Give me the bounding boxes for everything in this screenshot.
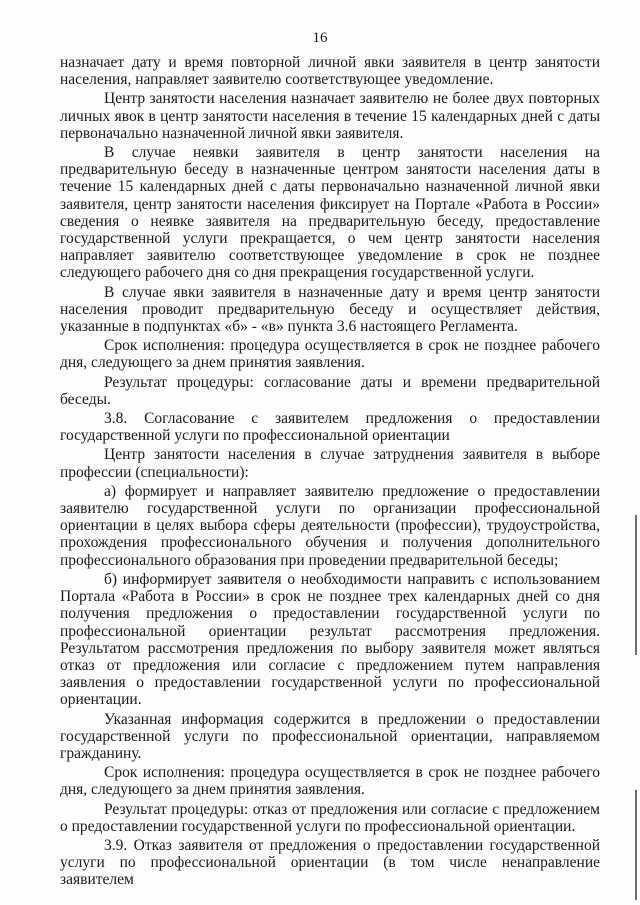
paragraph: назначает дату и время повторной личной явки заявителя в центр занятости населения, направляет заявителю соответствующее уведомление. (60, 54, 600, 89)
paragraph: В случае неявки заявителя в центр занятости населения на предварительную беседу в назначенные центром занятости населения даты в течение 15 календарных дней с даты первоначально назначенной личной явки заявителя, центр занятости населения фиксирует на Портале «Работа в России» сведения о неявке заявителя на предварительную беседу, предоставление государственной услуги прекращается, о чем центр занятости населения направляет заявителю соответствующее уведомление в срок не позднее следующего рабочего дня со дня прекращения государственной услуги. (60, 144, 600, 282)
document-body (60, 54, 600, 889)
paragraph: Срок исполнения: процедура осуществляется в срок не позднее рабочего дня, следующего за днем принятия заявления. (60, 337, 600, 372)
scan-edge-mark (635, 515, 637, 655)
paragraph: Результат процедуры: отказ от предложения или согласие с предложением о предоставлении государственной услуги по профессиональной ориентации. (60, 800, 600, 835)
page-number: 16 (312, 30, 328, 46)
paragraph: Результат процедуры: согласование даты и времени предварительной беседы. (60, 373, 600, 408)
paragraph: В случае явки заявителя в назначенные дату и время центр занятости населения проводит предварительную беседу и осуществляет действия, указанные в подпунктах «б» - «в» пункта 3.6 настоящего Регламента. (60, 283, 600, 336)
section-heading: 3.9. Отказ заявителя от предложения о предоставлении государственной услуги по профессиональной ориентации (в том числе ненаправление заявителем (60, 836, 600, 889)
scan-edge-mark (635, 790, 637, 900)
section-heading: 3.8. Согласование с заявителем предложения о предоставлении государственной услуги по профессиональной ориентации (60, 410, 600, 445)
paragraph: Центр занятости населения назначает заявителю не более двух повторных личных явок в центр занятости населения в течение 15 календарных дней с даты первоначально назначенной личной явки заявителя. (60, 90, 600, 142)
paragraph: Срок исполнения: процедура осуществляется в срок не позднее рабочего дня, следующего за днем принятия заявления. (60, 764, 600, 799)
list-item: б) информирует заявителя о необходимости направить с использованием Портала «Работа в России» в срок не позднее трех календарных дней со дня получения предложения о предоставлении государственной услуги по профессиональной ориентации результат рассмотрения предложения. Результатом рассмотрения предложения по выбору заявителя может являться отказ от предложения или согласие с предложением путем направления заявления о предоставлении государственной услуги по профессиональной ориентации. (60, 570, 600, 709)
paragraph: Центр занятости населения в случае затруднения заявителя в выборе профессии (специальности): (60, 446, 600, 481)
paragraph: Указанная информация содержится в предложении о предоставлении государственной услуги по профессиональной ориентации, направляемом гражданину. (60, 710, 600, 762)
list-item: а) формирует и направляет заявителю предложение о предоставлении заявителю государственной услуги по организации профессиональной ориентации в целях выбора сферы деятельности (профессии), трудоустройства, прохождения профессионального обучения и получения дополнительного профессионального образования при проведении предварительной беседы; (60, 482, 600, 569)
